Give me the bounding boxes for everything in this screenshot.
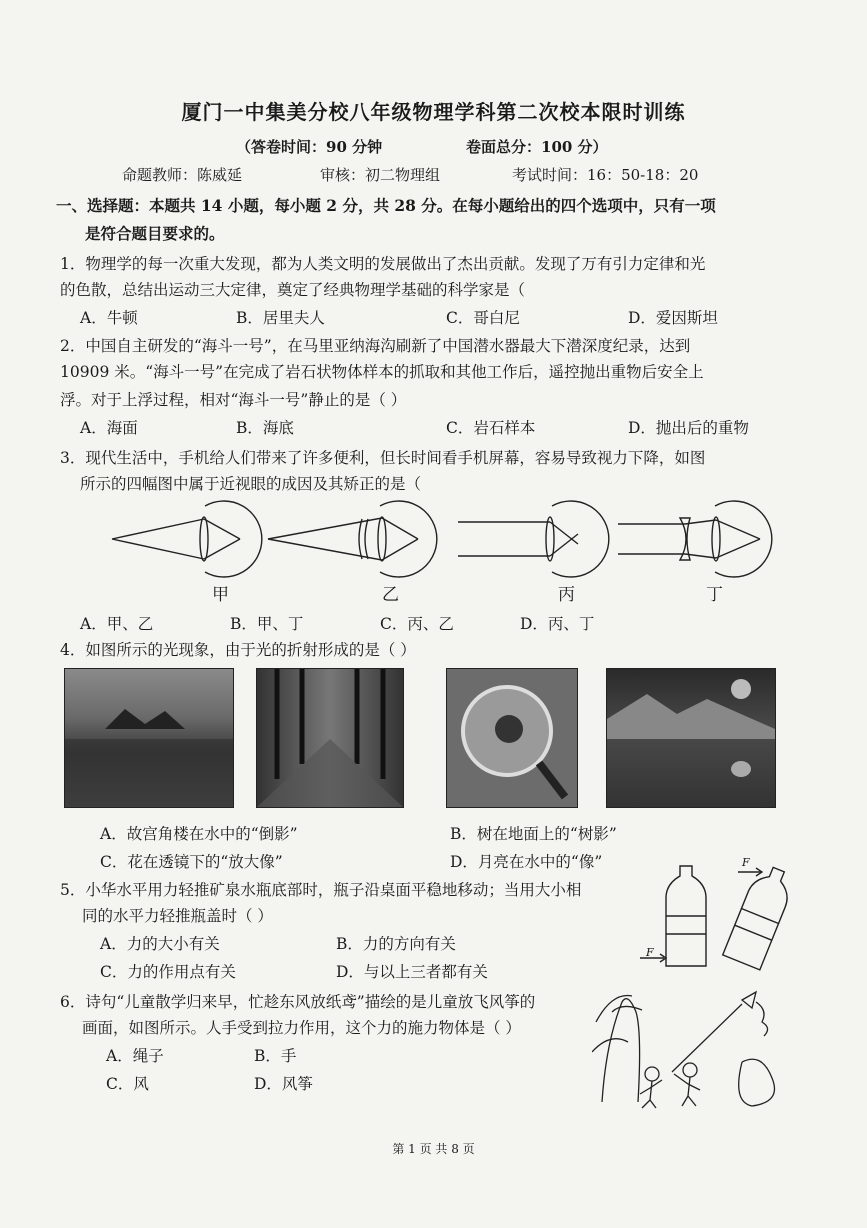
total-score: 卷面总分：100 分） xyxy=(466,138,608,156)
force-label-bottom: F xyxy=(646,946,654,959)
reviewer: 审核：初二物理组 xyxy=(320,166,441,184)
q1-option-b: B．居里夫人 xyxy=(236,309,325,327)
q4-text: 4．如图所示的光现象，由于光的折射形成的是（ ） xyxy=(60,641,416,659)
q3-option-c: C．丙、乙 xyxy=(380,615,454,633)
q2-option-d: D．抛出后的重物 xyxy=(628,419,749,437)
eye-diagrams xyxy=(100,494,790,584)
kite-flying-illustration xyxy=(592,982,788,1110)
q2-option-a: A．海面 xyxy=(80,419,138,437)
q2-option-b: B．海底 xyxy=(236,419,294,437)
q3-text: 3．现代生活中，手机给人们带来了许多便利，但长时间看手机屏幕，容易导致视力下降，如图 xyxy=(60,449,706,467)
q6-option-d: D．风筝 xyxy=(254,1075,313,1093)
photo-moon-reflection xyxy=(606,668,776,808)
q1-option-a: A．牛顿 xyxy=(80,309,138,327)
diagram-label-jia: 甲 xyxy=(212,585,229,605)
eye-diagram-jia xyxy=(112,501,262,577)
q6-option-c: C．风 xyxy=(106,1075,149,1093)
q4-option-a: A．故宫角楼在水中的“倒影” xyxy=(100,825,298,843)
section-heading-cont: 是符合题目要求的。 xyxy=(85,224,225,243)
q1-option-c: C．哥白尼 xyxy=(446,309,520,327)
q1-text: 1．物理学的每一次重大发现，都为人类文明的发展做出了杰出贡献。发现了万有引力定律和光 xyxy=(60,255,706,273)
q3-option-d: D．丙、丁 xyxy=(520,615,595,633)
exam-duration: （答卷时间：90 分钟 xyxy=(236,138,383,156)
force-label-top: F xyxy=(742,856,750,869)
q4-option-d: D．月亮在水中的“像” xyxy=(450,853,603,871)
photo-corner-tower-reflection xyxy=(64,668,234,808)
page-title: 厦门一中集美分校八年级物理学科第二次校本限时训练 xyxy=(181,100,686,124)
q5-text-cont: 同的水平力轻推瓶盖时（ ） xyxy=(82,907,273,925)
q4-option-b: B．树在地面上的“树影” xyxy=(450,825,617,843)
q3-option-b: B．甲、丁 xyxy=(230,615,304,633)
q5-option-d: D．与以上三者都有关 xyxy=(336,963,488,981)
photo-tree-shadow xyxy=(256,668,404,808)
question-author: 命题教师：陈威延 xyxy=(122,166,243,184)
q2-option-c: C．岩石样本 xyxy=(446,419,536,437)
q5-text: 5．小华水平用力轻推矿泉水瓶底部时，瓶子沿桌面平稳地移动；当用大小相 xyxy=(60,881,582,899)
q2-text-cont2: 浮。对于上浮过程，相对“海斗一号”静止的是（ ） xyxy=(60,391,407,409)
bottle-diagram xyxy=(640,856,800,976)
q6-option-a: A．绳子 xyxy=(106,1047,164,1065)
eye-diagram-yi xyxy=(268,501,437,577)
diagram-label-ding: 丁 xyxy=(706,585,723,605)
q1-text-cont: 的色散，总结出运动三大定律，奠定了经典物理学基础的科学家是（ xyxy=(60,281,526,299)
q6-option-b: B．手 xyxy=(254,1047,297,1065)
q2-text: 2．中国自主研发的“海斗一号”，在马里亚纳海沟刷新了中国潜水器最大下潜深度纪录，达到 xyxy=(60,337,691,355)
q6-text-cont: 画面，如图所示。人手受到拉力作用，这个力的施力物体是（ ） xyxy=(82,1019,521,1037)
photo-flower-magnifier xyxy=(446,668,578,808)
q4-option-c: C．花在透镜下的“放大像” xyxy=(100,853,283,871)
page-footer: 第 1 页 共 8 页 xyxy=(392,1142,475,1156)
eye-diagram-bing xyxy=(458,501,609,577)
q5-option-a: A．力的大小有关 xyxy=(100,935,220,953)
exam-time: 考试时间：16：50-18：20 xyxy=(512,166,699,184)
q3-text-cont: 所示的四幅图中属于近视眼的成因及其矫正的是（ xyxy=(80,475,422,493)
q5-option-c: C．力的作用点有关 xyxy=(100,963,236,981)
q2-text-cont: 10909 米。“海斗一号”在完成了岩石状物体样本的抓取和其他工作后，遥控抛出重物后安全上 xyxy=(60,363,704,381)
section-heading: 一、选择题：本题共 14 小题，每小题 2 分，共 28 分。在每小题给出的四个选项中，只有一项 xyxy=(56,196,716,215)
diagram-label-yi: 乙 xyxy=(382,585,399,605)
eye-diagram-ding xyxy=(618,501,772,577)
q5-option-b: B．力的方向有关 xyxy=(336,935,456,953)
q1-option-d: D．爱因斯坦 xyxy=(628,309,718,327)
diagram-label-bing: 丙 xyxy=(558,585,575,605)
q3-option-a: A．甲、乙 xyxy=(80,615,154,633)
q6-text: 6．诗句“儿童散学归来早，忙趁东风放纸鸢”描绘的是儿童放飞风筝的 xyxy=(60,993,536,1011)
